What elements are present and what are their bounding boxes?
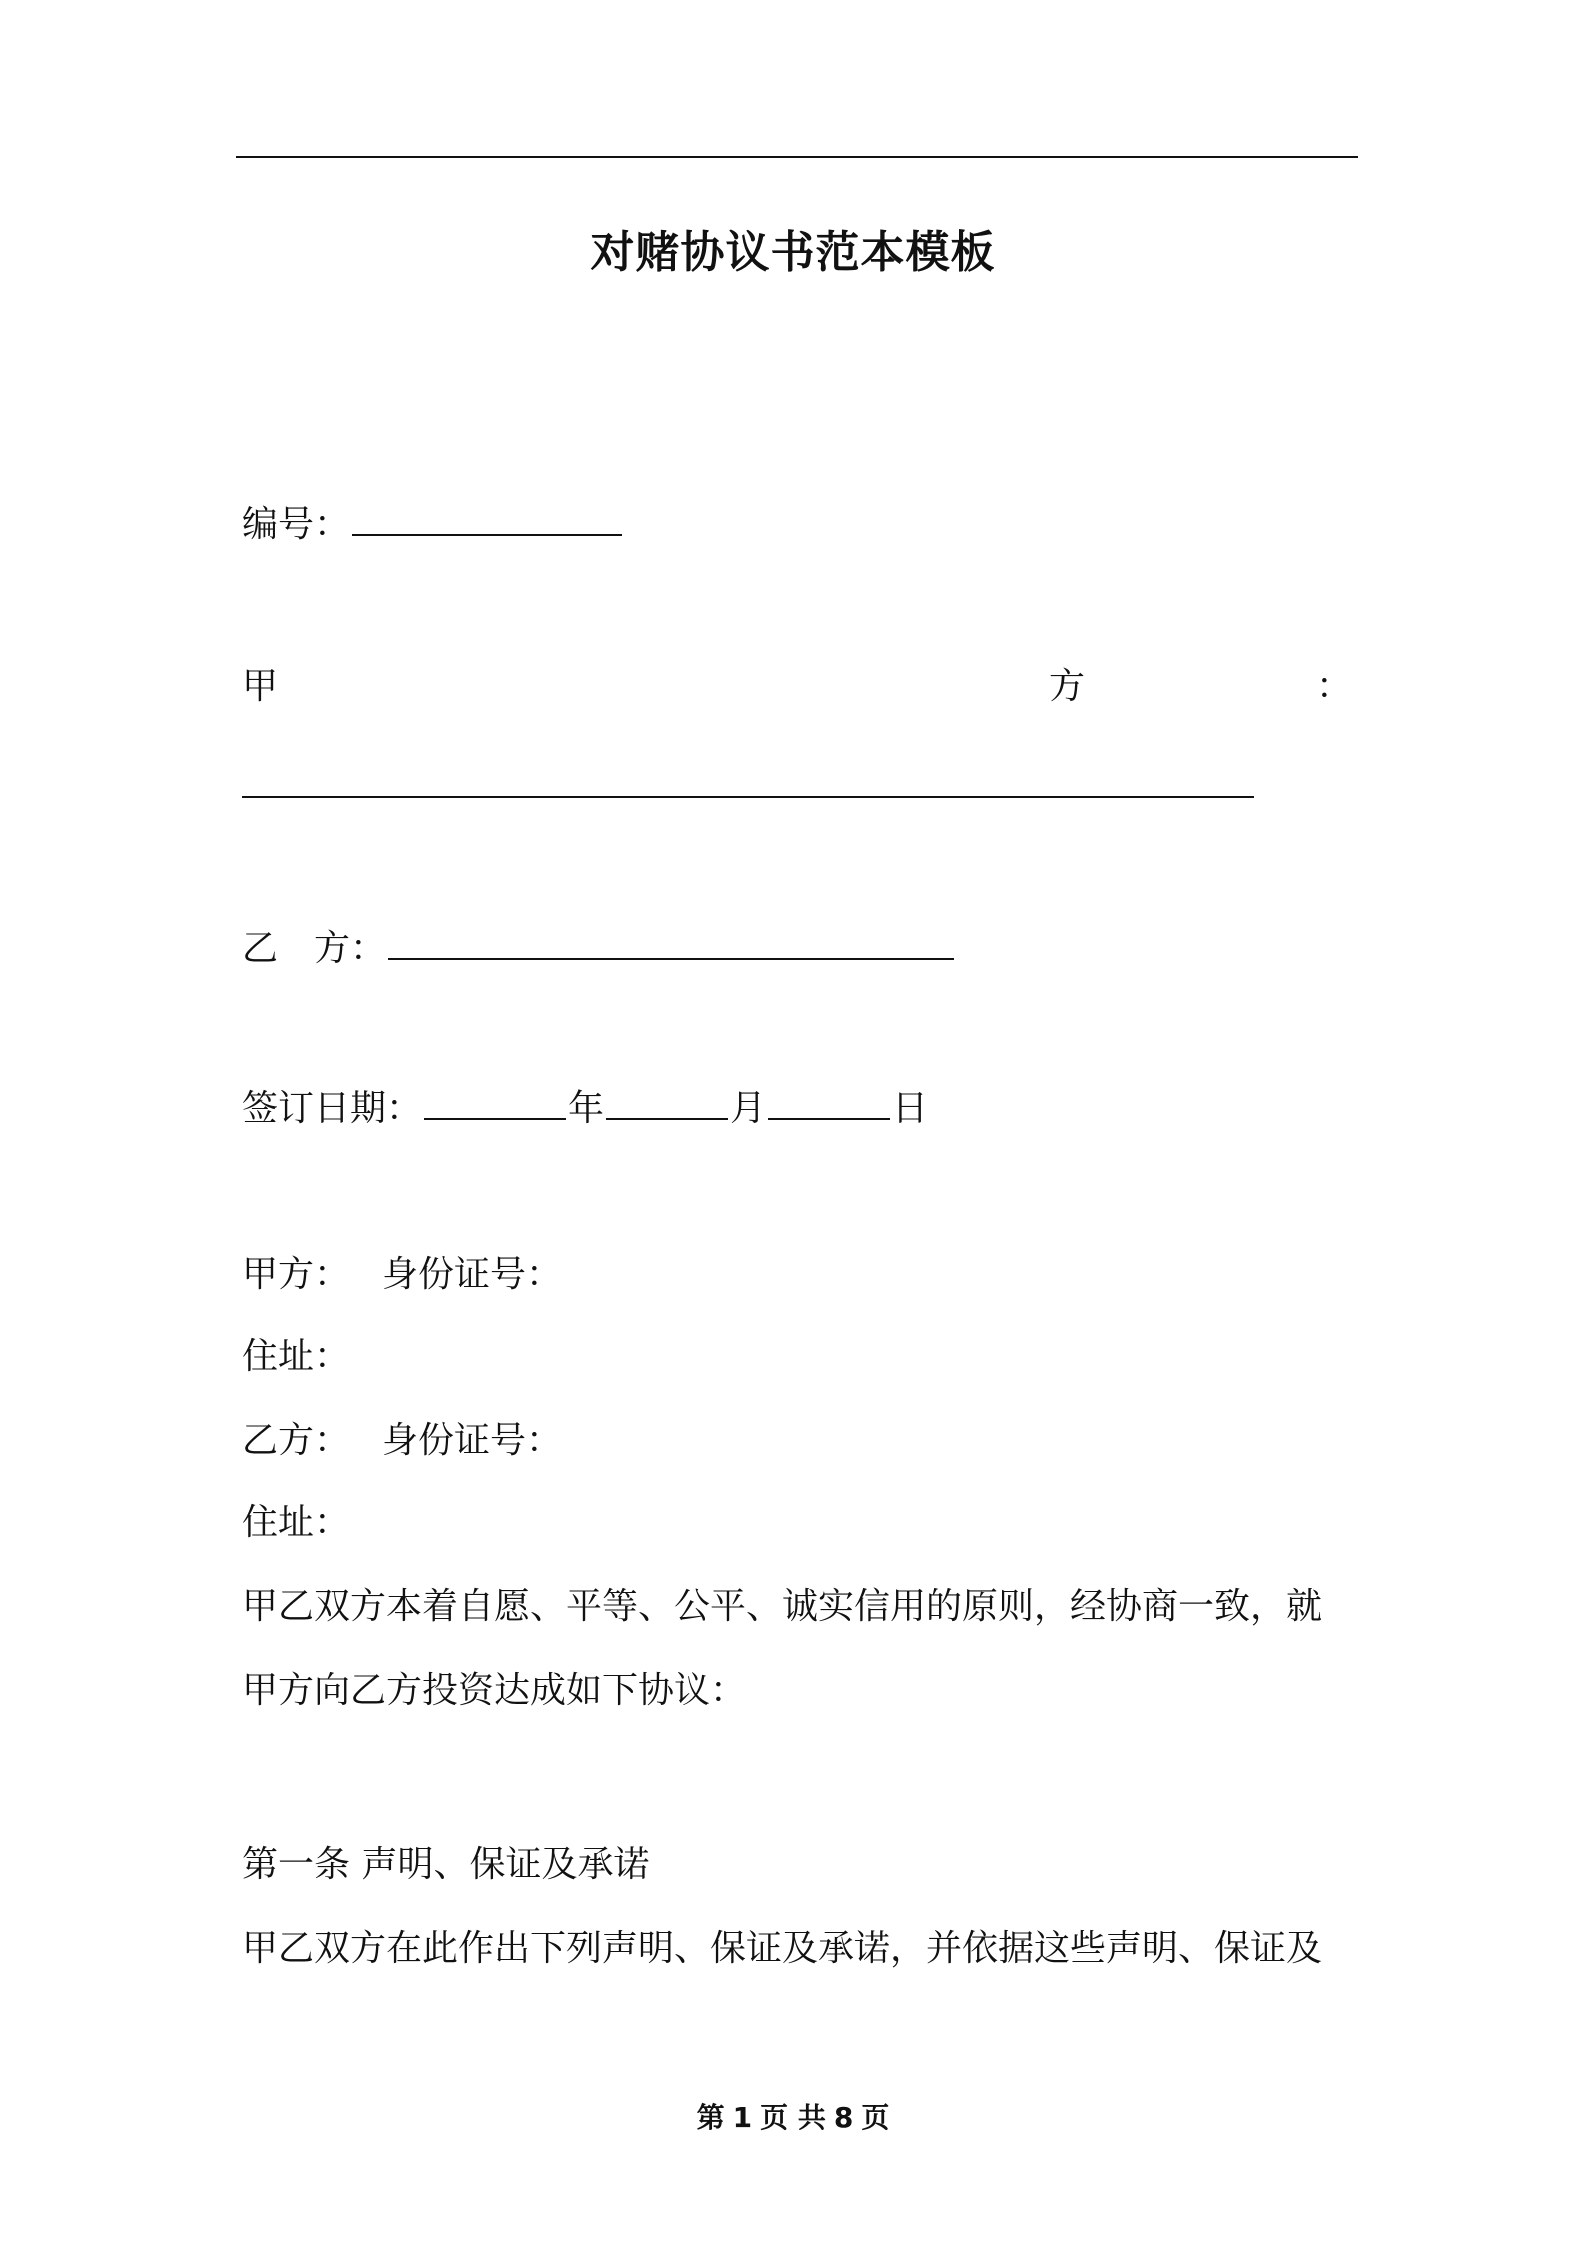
- footer-suffix: 页: [861, 2101, 890, 2134]
- sign-month-label: 月: [730, 1088, 767, 1129]
- party-b-line: [242, 922, 956, 974]
- party-a-address-label: 住址：: [242, 1336, 351, 1377]
- party-b-label: 乙 方：: [242, 928, 387, 969]
- header-rule: [236, 156, 1358, 158]
- party-a-id-party: 甲方：: [242, 1254, 351, 1295]
- page-footer: [0, 2096, 1586, 2136]
- party-b-address-line: [242, 1498, 350, 1548]
- sign-date-label: 签订日期：: [242, 1088, 423, 1129]
- footer-total-pages: 8: [833, 2101, 854, 2134]
- sign-year-label: 年: [568, 1088, 605, 1129]
- party-a-char2: 方: [1048, 666, 1085, 707]
- party-a-id-label: 身份证号：: [382, 1254, 563, 1295]
- party-b-id-party: 乙方：: [242, 1420, 351, 1461]
- party-a-char1: 甲: [242, 666, 279, 707]
- sign-day-label: 日: [892, 1088, 929, 1129]
- party-b-id-line: [242, 1416, 562, 1466]
- number-label: 编号：: [242, 504, 351, 545]
- party-a-address-line: [242, 1332, 350, 1382]
- party-b-id-label: 身份证号：: [382, 1420, 563, 1461]
- number-line: [242, 498, 624, 550]
- intro-line-2: 甲方向乙方投资达成如下协议：: [242, 1670, 747, 1711]
- footer-page-number: 1: [732, 2101, 753, 2134]
- sign-day-blank: [768, 1082, 890, 1120]
- footer-prefix: 第: [696, 2101, 725, 2134]
- sign-year-blank: [424, 1082, 566, 1120]
- article-1-title: 第一条 声明、保证及承诺: [242, 1844, 650, 1885]
- sign-date-line: [242, 1082, 928, 1134]
- article-1-line-1: 甲乙双方在此作出下列声明、保证及承诺，并依据这些声明、保证及: [242, 1928, 1323, 1969]
- sign-month-blank: [606, 1082, 728, 1120]
- party-a-line: [242, 662, 1352, 712]
- party-a-blank: [242, 796, 1254, 798]
- document-title: 对赌协议书范本模板: [590, 227, 996, 278]
- number-blank: [352, 498, 622, 536]
- party-a-colon: ：: [1315, 666, 1352, 707]
- party-b-blank: [388, 922, 954, 960]
- party-a-id-line: [242, 1250, 562, 1300]
- footer-middle: 页 共: [760, 2101, 826, 2134]
- intro-line-1: 甲乙双方本着自愿、平等、公平、诚实信用的原则，经协商一致，就: [242, 1586, 1323, 1627]
- party-b-address-label: 住址：: [242, 1502, 351, 1543]
